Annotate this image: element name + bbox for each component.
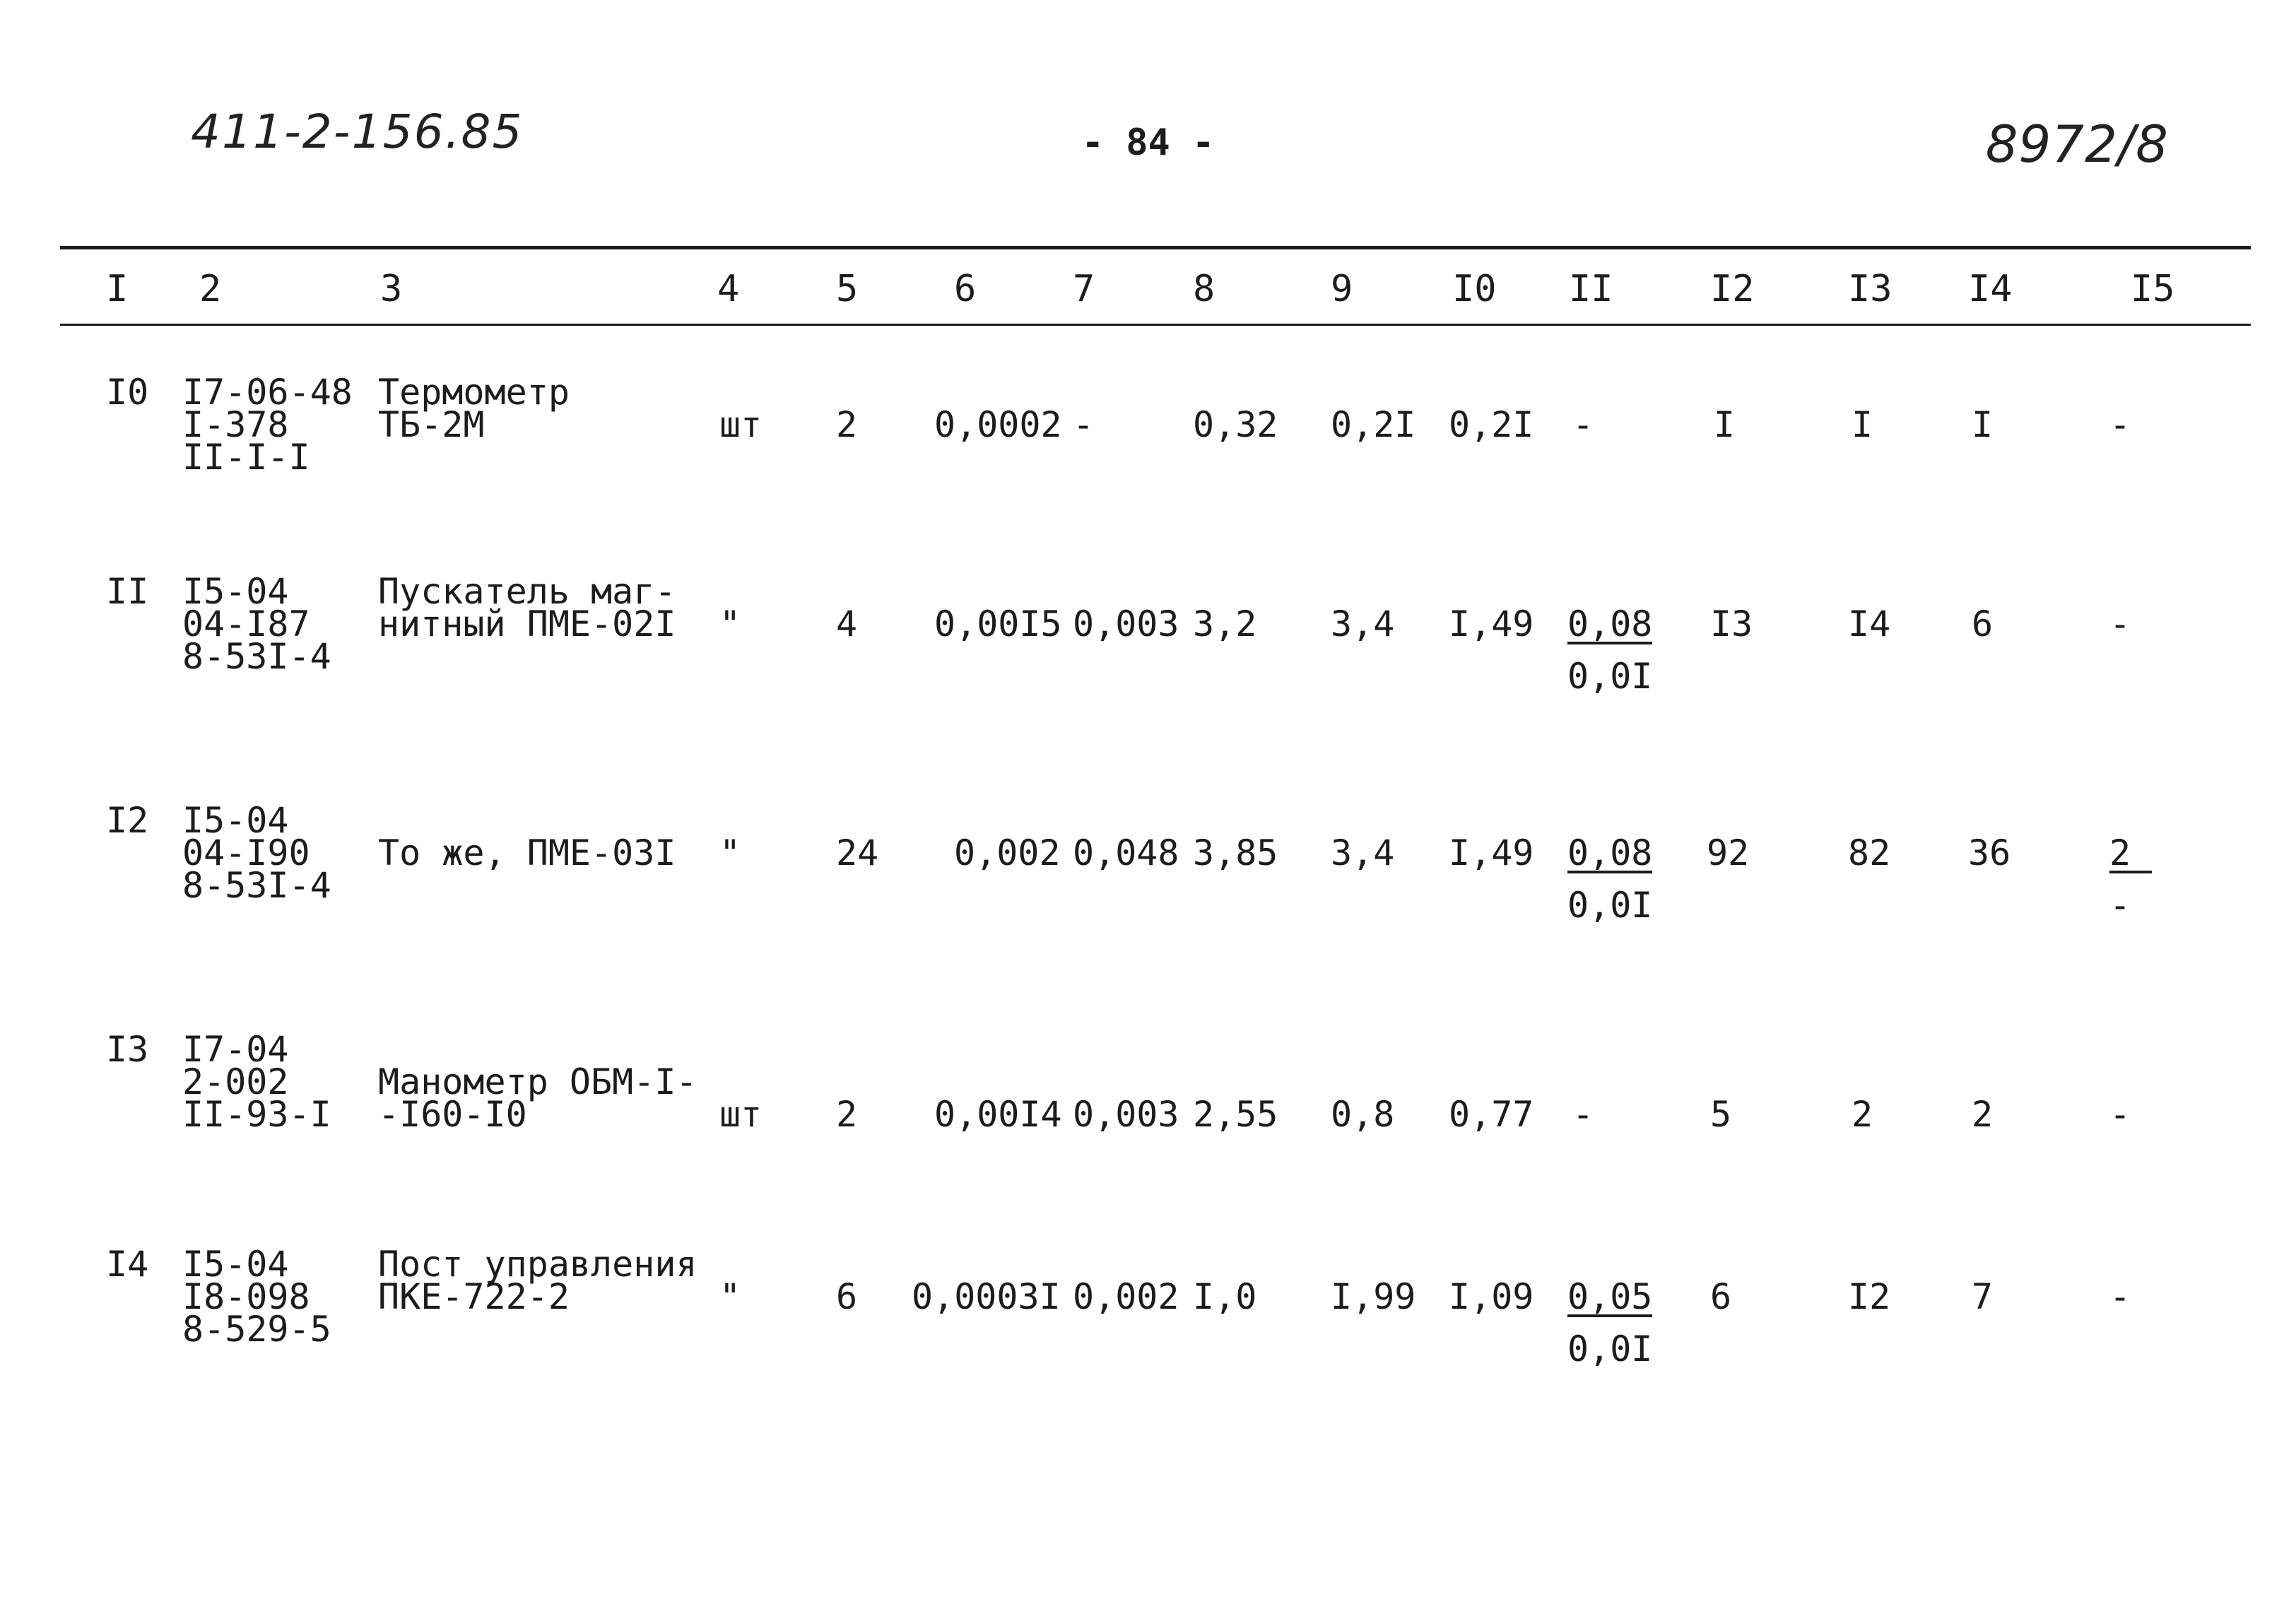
- col-9-value: 0,2I: [1331, 404, 1416, 445]
- col-6-value: 0,00I4: [934, 1094, 1062, 1135]
- document-code: 411-2-156.85: [191, 105, 524, 159]
- col-15-value: -: [2109, 404, 2131, 445]
- col-6-value: 0,002: [954, 832, 1061, 873]
- col-7-value: 0,003: [1073, 1094, 1179, 1135]
- col-11-denominator: 0,0I: [1567, 885, 1653, 926]
- item-name: Пост управления ПКЕ-722-2: [378, 1244, 697, 1317]
- col-10-value: 0,2I: [1449, 404, 1534, 445]
- column-header: 5: [836, 268, 859, 310]
- resource-code: I5-04 I8-098 8-529-5: [182, 1244, 331, 1350]
- quantity: 2: [836, 404, 858, 445]
- column-header: I: [106, 268, 129, 310]
- col-14-value: I: [1972, 404, 1994, 445]
- column-header: 4: [717, 268, 740, 310]
- row-number: I2: [106, 800, 149, 841]
- col-15-denominator: -: [2109, 885, 2131, 926]
- col-11-value: -: [1572, 404, 1594, 445]
- unit: ": [719, 1276, 741, 1317]
- col-13-value: I2: [1848, 1276, 1891, 1317]
- col-7-value: 0,048: [1073, 832, 1179, 873]
- col-9-value: 3,4: [1331, 603, 1395, 644]
- column-header: II: [1569, 268, 1613, 310]
- col-14-value: 2: [1972, 1094, 1994, 1135]
- column-header: I0: [1452, 268, 1497, 310]
- quantity: 6: [836, 1276, 858, 1317]
- col-13-value: 82: [1848, 832, 1891, 873]
- column-header: I5: [2131, 268, 2175, 310]
- table-header-rule: [60, 324, 2251, 326]
- col-11-numerator: 0,08: [1567, 832, 1653, 873]
- quantity: 2: [836, 1094, 858, 1135]
- col-7-value: 0,002: [1073, 1276, 1179, 1317]
- col-14-value: 36: [1968, 832, 2011, 873]
- col-13-value: 2: [1851, 1094, 1873, 1135]
- resource-code: I5-04 04-I87 8-53I-4: [182, 571, 331, 677]
- col-10-value: I,49: [1449, 832, 1534, 873]
- unit: шт: [719, 404, 763, 445]
- col-11-numerator: 0,08: [1567, 603, 1653, 644]
- col-10-value: I,49: [1449, 603, 1534, 644]
- table-top-rule: [60, 246, 2251, 249]
- col-8-value: 3,2: [1193, 603, 1257, 644]
- col-11-denominator: 0,0I: [1567, 1329, 1653, 1370]
- column-header: I4: [1968, 268, 2013, 310]
- sheet-number: 8972/8: [1985, 114, 2169, 174]
- resource-code: I5-04 04-I90 8-53I-4: [182, 800, 331, 906]
- col-15-value: -: [2109, 1276, 2131, 1317]
- column-header: 2: [199, 268, 222, 310]
- col-6-value: 0,0003I: [912, 1276, 1061, 1317]
- col-8-value: I,0: [1193, 1276, 1257, 1317]
- col-12-value: 5: [1710, 1094, 1732, 1135]
- column-header: I3: [1848, 268, 1892, 310]
- row-number: I0: [106, 372, 149, 413]
- col-14-value: 7: [1972, 1276, 1994, 1317]
- col-6-value: 0,0002: [934, 404, 1062, 445]
- resource-code: I7-04 2-002 II-93-I: [182, 1029, 331, 1135]
- col-11-numerator: 0,05: [1567, 1276, 1653, 1317]
- unit: ": [719, 832, 741, 873]
- quantity: 24: [836, 832, 879, 873]
- column-header: 6: [954, 268, 977, 310]
- col-11-value: -: [1572, 1094, 1594, 1135]
- col-8-value: 3,85: [1193, 832, 1278, 873]
- col-10-value: I,09: [1449, 1276, 1534, 1317]
- col-11-fraction: [1567, 832, 1653, 926]
- item-name: Пускатель маг- нитный ПМЕ-02I: [378, 571, 676, 644]
- resource-code: I7-06-48 I-378 II-I-I: [182, 372, 353, 478]
- col-15-value: -: [2109, 1094, 2131, 1135]
- col-7-value: 0,003: [1073, 603, 1179, 644]
- col-11-fraction: [1567, 1276, 1653, 1370]
- page-number: - 84 -: [1081, 122, 1215, 164]
- col-7-value: -: [1073, 404, 1095, 445]
- col-15-numerator: 2: [2109, 837, 2152, 873]
- column-header: 3: [380, 268, 403, 310]
- item-name: Термометр ТБ-2М: [378, 372, 570, 445]
- row-number: II: [106, 571, 149, 612]
- row-number: I3: [106, 1029, 149, 1070]
- row-number: I4: [106, 1244, 149, 1285]
- column-header: I2: [1710, 268, 1755, 310]
- col-15-value: -: [2109, 603, 2131, 644]
- col-11-fraction: [1567, 603, 1653, 697]
- col-6-value: 0,00I5: [934, 603, 1062, 644]
- col-13-value: I: [1851, 404, 1873, 445]
- col-9-value: 3,4: [1331, 832, 1395, 873]
- unit: ": [719, 603, 741, 644]
- column-header: 7: [1073, 268, 1095, 310]
- column-header: 9: [1331, 268, 1353, 310]
- col-12-value: 92: [1707, 832, 1750, 873]
- col-12-value: I3: [1710, 603, 1753, 644]
- col-8-value: 0,32: [1193, 404, 1278, 445]
- col-14-value: 6: [1972, 603, 1994, 644]
- quantity: 4: [836, 603, 858, 644]
- col-12-value: 6: [1710, 1276, 1732, 1317]
- col-8-value: 2,55: [1193, 1094, 1278, 1135]
- item-name: Манометр ОБМ-I- -I60-I0: [378, 1061, 697, 1135]
- col-15-fraction: [2109, 832, 2152, 926]
- col-13-value: I4: [1848, 603, 1891, 644]
- col-9-value: I,99: [1331, 1276, 1416, 1317]
- item-name: То же, ПМЕ-03I: [378, 832, 676, 873]
- col-11-denominator: 0,0I: [1567, 656, 1653, 697]
- column-header: 8: [1193, 268, 1215, 310]
- unit: шт: [719, 1094, 763, 1135]
- col-9-value: 0,8: [1331, 1094, 1395, 1135]
- col-10-value: 0,77: [1449, 1094, 1534, 1135]
- col-12-value: I: [1714, 404, 1736, 445]
